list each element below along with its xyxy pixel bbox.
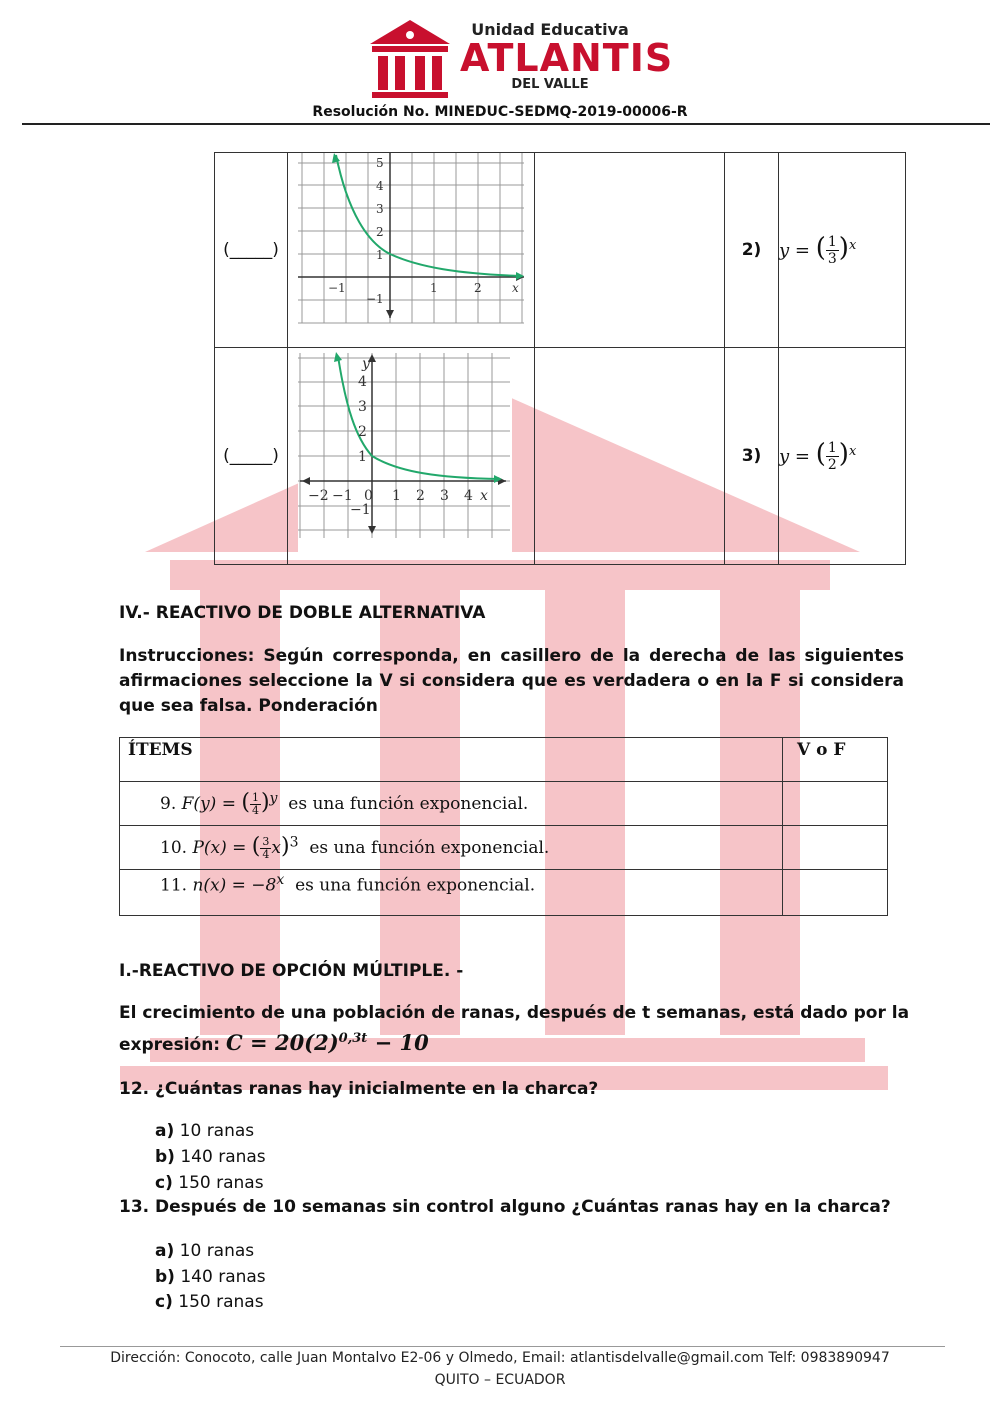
formula-cell: y = ( $\frac{1}{3}$ )$^x$ — [779, 153, 906, 348]
variable: x — [271, 838, 281, 858]
fraction — [260, 836, 271, 861]
exponent: y — [269, 790, 278, 807]
school-location: DEL VALLE — [511, 77, 589, 92]
x-tick: −2 — [308, 488, 329, 504]
y-tick: 3 — [358, 399, 367, 415]
matching-row — [215, 153, 906, 348]
x-tick: 2 — [474, 281, 482, 295]
y-tick: 4 — [376, 179, 384, 193]
matching-row — [215, 348, 906, 565]
expression-tail: − 10 — [367, 1030, 429, 1055]
fraction — [250, 792, 261, 817]
instructions-text: : Según corresponda, en casillero de la derecha de las siguientes afirmaciones seleccione la V si considera que es verdadera o en la F si considera que sea falsa. Ponderación — [119, 646, 904, 716]
vf-answer-cell[interactable] — [783, 826, 888, 870]
denominator: 4 — [262, 848, 270, 861]
statement-10: 10. P(x) = ( $\frac{3}{4}$ x)$^3$ es una función exponencial. — [120, 826, 783, 870]
x-tick: −1 — [332, 488, 353, 504]
option-text: 140 ranas — [180, 1267, 266, 1287]
item-number: 2) — [725, 153, 779, 348]
formula-cell: y = ( $\frac{1}{2}$ )$^x$ — [779, 348, 906, 565]
section-iv-title: IV.- REACTIVO DE DOBLE ALTERNATIVA — [119, 603, 486, 623]
resolution-number: Resolución No. MINEDUC-SEDMQ-2019-00006-R — [312, 104, 688, 120]
vf-answer-cell[interactable] — [783, 870, 888, 916]
exponent: x — [848, 237, 857, 253]
footer-address: Dirección: Conocoto, calle Juan Montalvo E2-06 y Olmedo, Email: atlantisdelvalle@gmail.com Telf: 0983890947 — [110, 1350, 890, 1366]
instructions — [119, 644, 904, 719]
formula-prefix: y = — [779, 239, 816, 261]
x-tick: 1 — [430, 281, 438, 295]
problem-expression — [119, 1030, 429, 1055]
numerator: 3 — [262, 835, 270, 848]
answer-blank[interactable]: (_____) — [215, 153, 288, 348]
numerator: 1 — [827, 440, 837, 457]
expression-exponent: 0,3t — [338, 1031, 368, 1046]
statement-11 — [120, 870, 783, 916]
school-subtitle: Unidad Educativa — [471, 20, 629, 39]
function-expression: F(y) = — [181, 794, 242, 814]
statement-text: es una función exponencial. — [295, 875, 536, 896]
option-12b[interactable] — [155, 1147, 266, 1167]
y-tick: 1 — [358, 449, 367, 465]
option-text: 140 ranas — [180, 1147, 266, 1167]
y-tick: 4 — [358, 374, 367, 390]
function-expression: P(x) = — [192, 838, 252, 858]
question-13: 13. Después de 10 semanas sin control alguno ¿Cuántas ranas hay en la charca? — [119, 1197, 891, 1217]
expression-main: C = 20(2) — [226, 1030, 339, 1055]
statement-9: 9. F(y) = ( $\frac{1}{4}$ )$^y$ es una función exponencial. — [120, 782, 783, 826]
option-letter: c) — [155, 1173, 173, 1193]
item-number: 9. — [160, 794, 177, 814]
option-text: 150 ranas — [178, 1292, 264, 1312]
item-number: 11. — [160, 875, 188, 896]
school-name: ATLANTIS — [460, 36, 674, 80]
y-tick: 1 — [376, 248, 384, 262]
option-text: 10 ranas — [179, 1121, 255, 1141]
x-tick: 4 — [464, 488, 473, 504]
function-expression: n(x) = −8 — [192, 875, 277, 896]
y-tick: −1 — [366, 292, 384, 306]
exponent: x — [848, 443, 857, 459]
option-13b[interactable] — [155, 1267, 266, 1287]
statement-text: es una función exponencial. — [288, 794, 529, 814]
x-tick: 1 — [392, 488, 401, 504]
matching-table — [214, 152, 906, 565]
table-row — [120, 782, 888, 826]
denominator: 2 — [827, 457, 837, 474]
exponent: x — [276, 872, 285, 888]
expression — [226, 1030, 429, 1055]
table-row — [120, 870, 888, 916]
option-12c[interactable] — [155, 1173, 264, 1193]
problem-statement: El crecimiento de una población de ranas, después de t semanas, está dado por la — [119, 1003, 910, 1023]
empty-cell — [535, 153, 725, 348]
y-tick: −1 — [350, 502, 371, 518]
empty-cell — [535, 348, 725, 565]
option-letter: a) — [155, 1241, 175, 1261]
option-text: 150 ranas — [178, 1173, 264, 1193]
denominator: 3 — [827, 251, 837, 268]
fraction — [826, 234, 839, 267]
section-i-title: I.-REACTIVO DE OPCIÓN MÚLTIPLE. - — [119, 961, 464, 981]
vf-answer-cell[interactable] — [783, 782, 888, 826]
x-axis-label: x — [512, 281, 519, 295]
fraction — [826, 440, 839, 473]
school-logo-icon — [370, 18, 450, 100]
x-tick: 2 — [416, 488, 425, 504]
numerator: 1 — [827, 234, 837, 251]
footer-divider — [60, 1346, 945, 1347]
exponential-graph-2 — [288, 348, 534, 560]
x-tick: −1 — [328, 281, 346, 295]
answer-blank[interactable]: (_____) — [215, 348, 288, 565]
question-12: 12. ¿Cuántas ranas hay inicialmente en la charca? — [119, 1079, 599, 1099]
exponential-graph-1 — [288, 153, 534, 343]
exponent: 3 — [289, 834, 299, 851]
table-row — [120, 826, 888, 870]
formula-prefix: y = — [779, 445, 816, 467]
denominator: 4 — [251, 804, 259, 817]
vf-header: V o F — [783, 738, 888, 782]
x-tick: 3 — [440, 488, 449, 504]
y-tick: 3 — [376, 202, 384, 216]
option-letter: b) — [155, 1267, 175, 1287]
statement-text: es una función exponencial. — [309, 838, 550, 858]
option-13c[interactable] — [155, 1292, 264, 1312]
y-axis-label: y — [362, 356, 370, 372]
item-number: 10. — [160, 838, 188, 858]
option-letter: b) — [155, 1147, 175, 1167]
graph-cell — [288, 348, 535, 565]
items-header: ÍTEMS — [120, 738, 783, 782]
header-divider — [22, 123, 990, 125]
instructions-label: Instrucciones — [119, 646, 248, 666]
option-text: 10 ranas — [179, 1241, 255, 1261]
x-axis-label: x — [480, 488, 488, 504]
option-13a[interactable] — [155, 1241, 254, 1261]
graph-cell — [288, 153, 535, 348]
y-tick: 2 — [358, 424, 367, 440]
true-false-table — [119, 737, 888, 916]
expression-label: expresión: — [119, 1035, 221, 1055]
footer-city: QUITO – ECUADOR — [434, 1372, 566, 1388]
option-letter: a) — [155, 1121, 175, 1141]
y-tick: 5 — [376, 156, 384, 170]
option-12a[interactable] — [155, 1121, 254, 1141]
item-number: 3) — [725, 348, 779, 565]
option-letter: c) — [155, 1292, 173, 1312]
x-tick: 0 — [364, 488, 373, 504]
y-tick: 2 — [376, 225, 384, 239]
numerator: 1 — [251, 791, 259, 804]
